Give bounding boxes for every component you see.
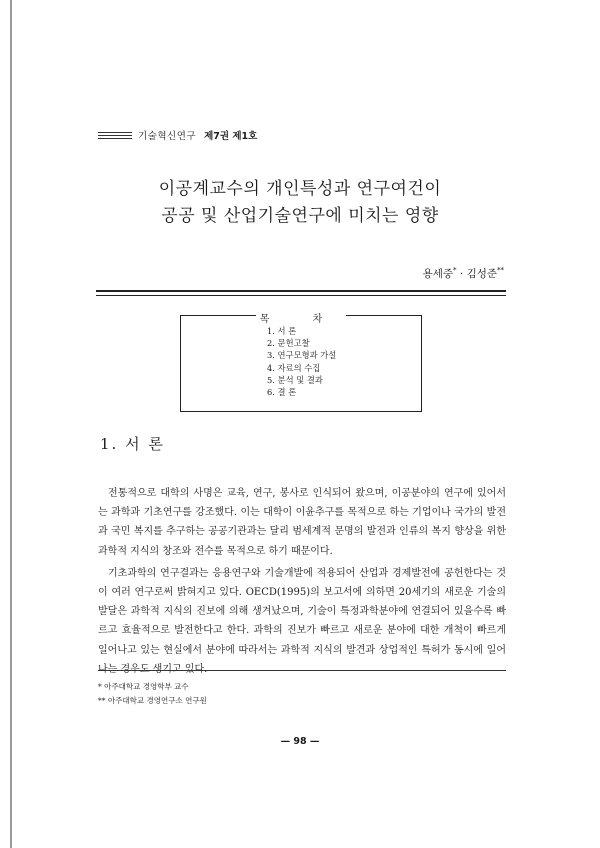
toc-item: 6. 결 론 [267, 387, 297, 398]
page-number: — 98 — [280, 736, 320, 747]
paper-title [0, 176, 600, 230]
footnote-1: * 아주대학교 경영학부 교수 [98, 682, 189, 691]
body-text [98, 484, 506, 682]
toc-item: 2. 문헌고찰 [267, 338, 310, 349]
author-2-mark: ** [497, 266, 504, 275]
toc-item: 3. 연구모형과 가설 [267, 350, 337, 361]
section-heading: 1. 서 론 [100, 435, 165, 453]
toc-list [267, 325, 336, 398]
toc-item: 4. 자료의 수집 [267, 362, 321, 373]
journal-name: 기술혁신연구 [138, 131, 197, 142]
footnote-divider [98, 670, 506, 671]
journal-issue: 제7권 제1호 [204, 131, 258, 142]
author-separator: · [456, 268, 467, 280]
running-head [98, 128, 257, 142]
footnote-2: ** 아주대학교 경영연구소 연구원 [98, 696, 207, 705]
footnotes [98, 680, 207, 708]
toc-heading [181, 310, 421, 325]
title-divider [96, 290, 506, 296]
toc-item: 5. 분석 및 결과 [267, 374, 323, 385]
title-line-2: 공공 및 산업기술연구에 미치는 영향 [161, 206, 439, 226]
title-line-1: 이공계교수의 개인특성과 연구여건이 [158, 179, 442, 199]
body-paragraph-2: 기초과학의 연구결과는 응용연구와 기술개발에 적용되어 산업과 경제발전에 공헌한다는 것이 여러 연구로써 밝혀지고 있다. OECD(1995)의 보고서에 의하면 20세기의 새로운 기술의 발달은 과학적 지식의 진보에 의해 생겨났으며, 기술이 특정과학분야에 연결되어 있을수록 빠르고 효율적으로 발전한다고 한다. 과학의 진보가 빠르고 새로운 분야에 대한 개척이 빠르게 일어나고 있는 현실에서 분야에 따라서는 과학적 지식의 발견과 상업적인 특허가 동시에 일어 [98, 567, 506, 656]
toc-item: 1. 서 론 [267, 326, 297, 336]
scan-edge [10, 0, 12, 848]
author-line [423, 266, 504, 281]
body-paragraph-1: 전통적으로 대학의 사명은 교육, 연구, 봉사로 인식되어 왔으며, 이공분야의 연구에 있어서는 과학과 기초연구를 강조했다. 이는 대학이 이윤추구를 목적으로 하는 기업이나 국가의 발전과 국민 복지를 추구하는 공공기관과는 달리 범세계적 문명의 발전과 인류의 복지 향상을 위한 과학적 지식의 창조와 전수를 목적으로 하기 때문이다. [98, 488, 506, 557]
author-1: 용세중 [422, 268, 454, 280]
author-2: 김성준 [466, 268, 497, 280]
table-of-contents [180, 315, 422, 412]
running-head-rule [98, 132, 132, 139]
toc-heading-text: 목 차 [256, 314, 347, 325]
author-1-mark: * [453, 266, 457, 275]
